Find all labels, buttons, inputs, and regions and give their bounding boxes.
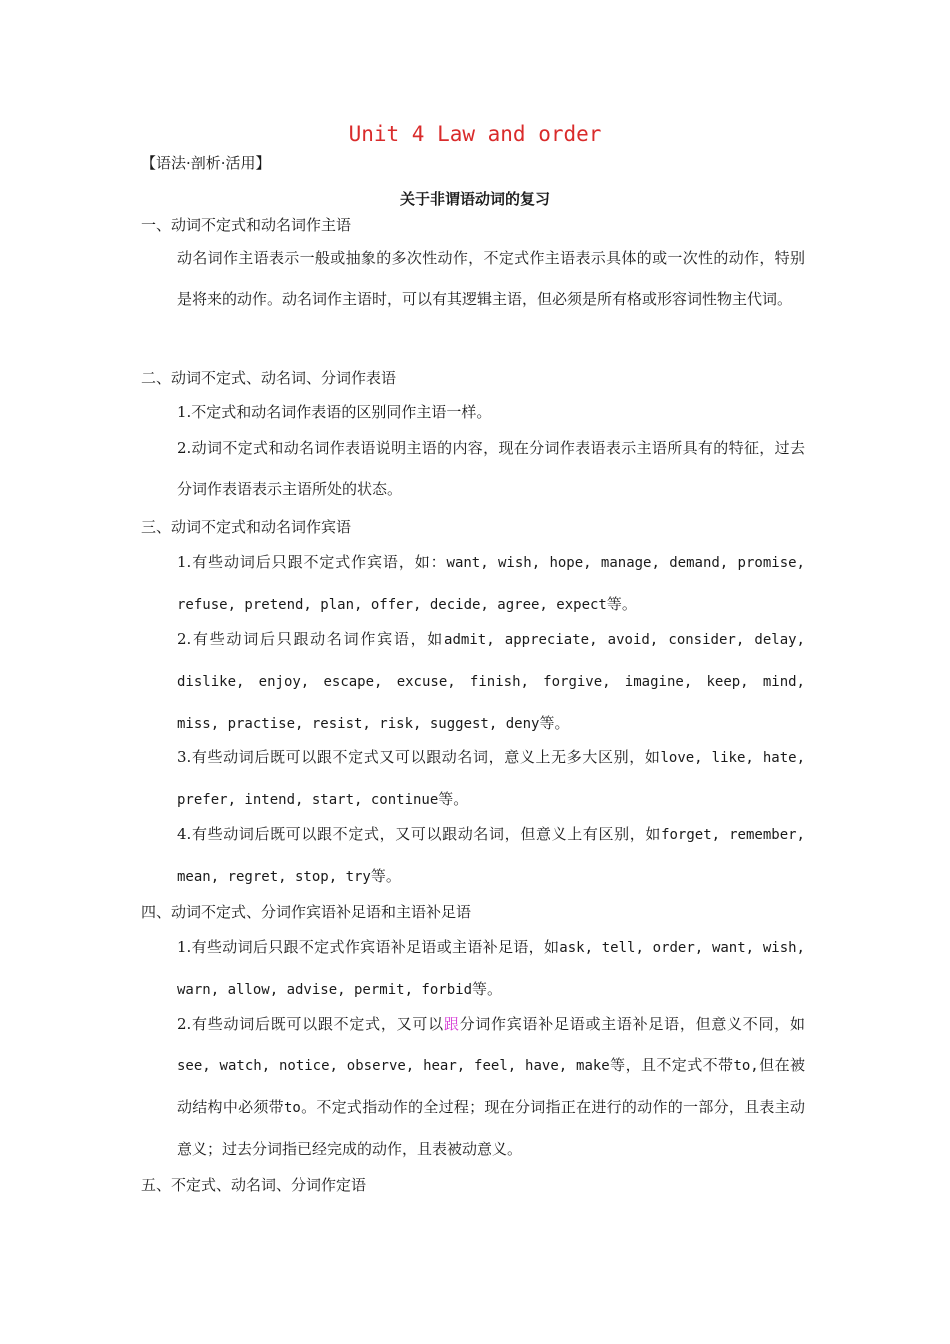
verb-list: love, like, hate, prefer, intend, start, continue bbox=[177, 750, 805, 808]
section-3-paragraph-2 bbox=[177, 619, 805, 745]
verb-list: ask, tell, order, want, wish, warn, allow, advise, permit, forbid bbox=[177, 940, 805, 998]
section-3-heading: 三、动词不定式和动名词作宾语 bbox=[141, 518, 352, 536]
p-text: 等。 bbox=[370, 867, 401, 885]
section-1-paragraph: 动名词作主语表示一般或抽象的多次性动作，不定式作主语表示具体的或一次性的动作，特别是将来的动作。动名词作主语时，可以有其逻辑主语，但必须是所有格或形容词性物主代词。 bbox=[177, 249, 805, 308]
to-word: to, bbox=[733, 1058, 759, 1074]
verb-list: forget, remember, mean, regret, stop, try bbox=[177, 827, 805, 885]
p-text: 4.有些动词后既可以跟不定式，又可以跟动名词，但意义上有区别，如 bbox=[177, 825, 662, 843]
highlighted-char: 跟 bbox=[443, 1015, 460, 1033]
section-3-paragraph-3 bbox=[177, 737, 805, 821]
section-tag: 【语法·剖析·活用】 bbox=[141, 154, 271, 172]
section-1-heading: 一、动词不定式和动名词作主语 bbox=[141, 216, 352, 234]
verb-list: want, wish, hope, manage, demand, promise, refuse, pretend, plan, offer, decide, agree, expect bbox=[177, 555, 805, 613]
section-2-paragraph-2: 2.动词不定式和动名词作表语说明主语的内容，现在分词作表语表示主语所具有的特征，过去分词作表语表示主语所处的状态。 bbox=[177, 439, 805, 498]
p-text: 等。 bbox=[539, 714, 570, 732]
p-text: 1.有些动词后只跟不定式作宾语，如： bbox=[177, 553, 447, 571]
to-word: to bbox=[283, 1100, 301, 1116]
section-4-paragraph-1 bbox=[177, 927, 805, 1011]
document-title: Unit 4 Law and order bbox=[348, 122, 602, 146]
document-subtitle: 关于非谓语动词的复习 bbox=[399, 190, 550, 208]
p-text: 2.有些动词后只跟动名词作宾语，如 bbox=[177, 630, 445, 648]
section-5-heading: 五、不定式、动名词、分词作定语 bbox=[141, 1176, 367, 1194]
section-4-paragraph-2 bbox=[177, 1004, 805, 1170]
p-text: 但在被动结构中必须带 bbox=[177, 1056, 805, 1116]
p-text: 2.有些动词后既可以跟不定式，又可以 bbox=[177, 1015, 444, 1033]
p-text: 。不定式指动作的全过程；现在分词指正在进行的动作的一部分，且表主动意义；过去分词指已经完成的动作，且表被动意义。 bbox=[177, 1098, 805, 1158]
verb-list: see, watch, notice, observe, hear, feel, have, make bbox=[177, 1058, 610, 1074]
p-text: 等。 bbox=[606, 595, 637, 613]
section-2-paragraph-1: 1.不定式和动名词作表语的区别同作主语一样。 bbox=[177, 403, 492, 421]
p-text: 1.有些动词后只跟不定式作宾语补足语或主语补足语，如 bbox=[177, 938, 560, 956]
verb-list: admit, appreciate, avoid, consider, delay, dislike, enjoy, escape, excuse, finish, forgive, imagine, keep, mind, miss, practise, resist, risk, suggest, deny bbox=[177, 632, 805, 732]
p-text: 3.有些动词后既可以跟不定式又可以跟动名词，意义上无多大区别，如 bbox=[177, 748, 661, 766]
section-2-heading: 二、动词不定式、动名词、分词作表语 bbox=[141, 369, 397, 387]
section-4-heading: 四、动词不定式、分词作宾语补足语和主语补足语 bbox=[141, 903, 472, 921]
p-text: 等。 bbox=[438, 790, 469, 808]
section-3-paragraph-1 bbox=[177, 542, 805, 626]
section-3-paragraph-4 bbox=[177, 814, 805, 898]
p-text: 等，且不定式不带 bbox=[609, 1056, 734, 1074]
p-text: 分词作宾语补足语或主语补足语，但意义不同，如 bbox=[459, 1015, 805, 1033]
p-text: 等。 bbox=[472, 980, 503, 998]
